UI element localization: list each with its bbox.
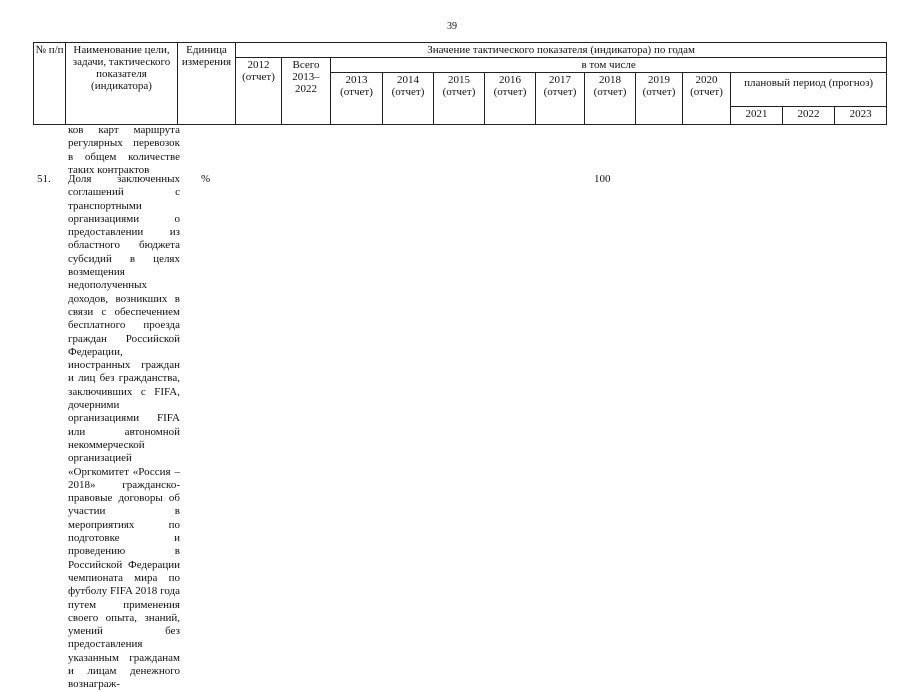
col-plan: плановый период (прогноз) bbox=[731, 73, 887, 107]
row-51-number: 51. bbox=[37, 173, 51, 185]
col-name: Наименование цели, задачи, тактического показателя (индикатора) bbox=[66, 43, 178, 125]
indicator-table-header bbox=[33, 42, 887, 125]
row-51-text: Доля заключенных соглашений с транспортными организациями о предоставлении из областного бюджета субсидий в целях возмещения недополученных доходов, возникших в связи с обеспечением бесплатного проезда граждан Российской Федерации, иностранных граждан и лиц без гражданства, заключивших с FIFA, дочерними организациями FIFA или автономной некоммерческой организацией «Оргкомитет «Россия – 2018» гражданско-правовые договоры об участии в мероприятиях по подготовке и проведению в Российской Федерации чемпионата мира по футболу FIFA 2018 года путем применения своего опыта, знаний, умений без предоставления указанным гражданам и лицам денежного вознаграж- bbox=[68, 173, 180, 691]
col-2019: 2019 (отчет) bbox=[636, 73, 683, 125]
continued-row-text: ков карт маршрута регулярных перевозок в общем количестве таких контрактов bbox=[68, 124, 180, 176]
col-incl: в том числе bbox=[331, 58, 887, 73]
page-number: 39 bbox=[447, 21, 457, 32]
col-2013: 2013 (отчет) bbox=[331, 73, 383, 125]
col-2012: 2012 (отчет) bbox=[236, 58, 282, 125]
col-num: № п/п bbox=[34, 43, 66, 125]
row-51-unit: % bbox=[201, 173, 211, 185]
col-2015: 2015 (отчет) bbox=[434, 73, 485, 125]
col-values-title: Значение тактического показателя (индикатора) по годам bbox=[236, 43, 887, 58]
col-2023: 2023 bbox=[835, 107, 887, 125]
col-total: Всего 2013–2022 bbox=[282, 58, 331, 125]
col-2022: 2022 bbox=[783, 107, 835, 125]
col-2021: 2021 bbox=[731, 107, 783, 125]
col-2017: 2017 (отчет) bbox=[536, 73, 585, 125]
row-51-value: 100 bbox=[594, 173, 611, 185]
col-2014: 2014 (отчет) bbox=[383, 73, 434, 125]
col-2016: 2016 (отчет) bbox=[485, 73, 536, 125]
col-2020: 2020 (отчет) bbox=[683, 73, 731, 125]
col-2018: 2018 (отчет) bbox=[585, 73, 636, 125]
col-unit: Единица измерения bbox=[178, 43, 236, 125]
